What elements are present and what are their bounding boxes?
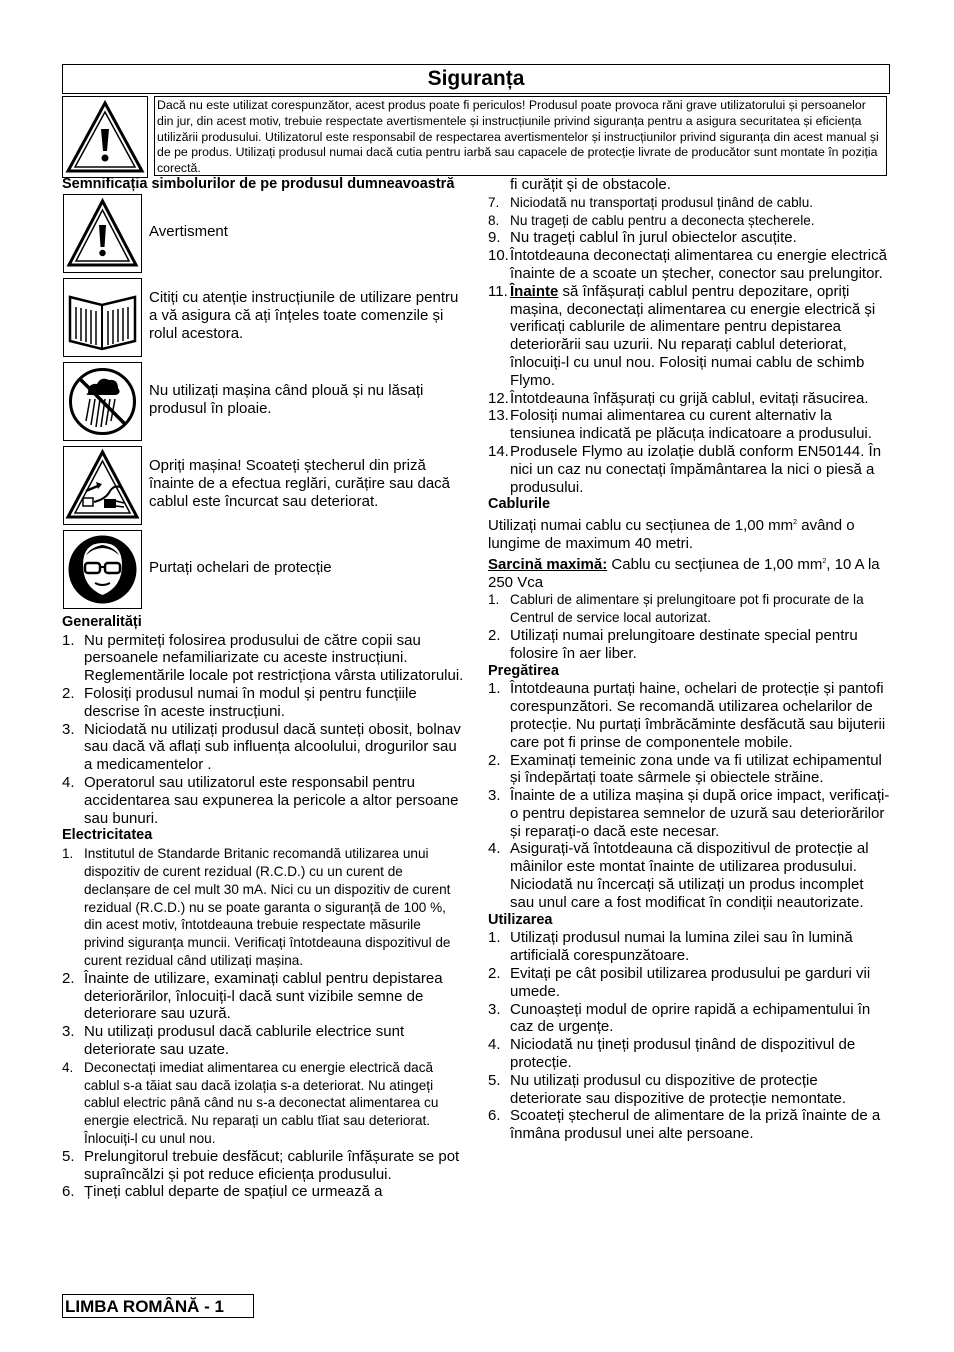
- list-item: 1. Cabluri de alimentare și prelungitoare pot fi procurate de la Centrul de service local autorizat.: [488, 592, 864, 626]
- list-item: 1. Institutul de Standarde Britanic recomandă utilizarea unui dispozitiv de curent rezidual (R.C.D.) cu un curent de declanșare de cel mult 30 mA. Nici cu un dispozitiv de curent rezidual (R.C.D.) nu se poate garanta o siguranță de 100 %, din acest motiv, întotdeauna trebuie respectate măsurile privind siguranța muncii. Verificați întotdeauna dispozitivul de curent rezidual când utilizați mașina.: [62, 846, 451, 968]
- safety-glasses-icon: [64, 531, 141, 608]
- warning-triangle-icon: [63, 97, 147, 177]
- symbol-row-warning: [62, 194, 464, 277]
- general-list: [62, 632, 464, 828]
- list-item: 8. Nu trageți de cablu pentru a deconecta ștecherele.: [488, 212, 815, 228]
- list-item: 2. Înainte de utilizare, examinați cablul pentru depistarea deteriorărilor, înlocuiți-l dacă sunt vizibile semne de deteriorare sau uzură.: [62, 969, 443, 1023]
- list-item: 14. Produsele Flymo au izolație dublă conform EN50144. În nici un caz nu conectați împământarea la nici o piesă a produsului.: [488, 442, 882, 496]
- symbols-heading: Semnificația simbolurilor de pe produsul dumneavoastră: [62, 176, 455, 192]
- list-item: 5. Prelungitorul trebuie desfăcut; cablurile înfășurate se pot supraîncălzi și pot reduce eficiența produsului.: [62, 1147, 460, 1183]
- unplug-warning-icon: [64, 447, 141, 524]
- electricity-list: [62, 845, 464, 1201]
- list-item: 3. Nu utilizați produsul dacă cablurile electrice sunt deteriorate sau uzate.: [62, 1023, 405, 1058]
- list-item: 13. Folosiți numai alimentarea cu curent alternativ la tensiunea indicată pe plăcuța indicatoare a produsului.: [488, 407, 872, 443]
- list-item: 1. Întotdeauna purtați haine, ochelari de protecție și pantofi corespunzători. Se recomandă utilizarea ochelarilor de protecție. Nu purtați îmbrăcăminte desfăcută sau bijuterii care pot fi prinse de componentele mobile.: [488, 680, 886, 751]
- warning-triangle-icon: [64, 195, 141, 272]
- list-item: 2. Evitați pe cât posibil utilizarea produsului pe garduri vii umede.: [488, 965, 871, 1000]
- preparation-list: [488, 680, 890, 911]
- list-item: 4. Deconectați imediat alimentarea cu energie electrică dacă cablul s-a tăiat sau dacă izolația s-a deteriorat. Nu atingeți cablul electric până când nu s-a deconectat alimentarea cu energie electrică. Nu reparați un cablu tĭiat sau deteriorat. Înlocuiți-l cu unul nou.: [62, 1059, 439, 1146]
- list-item: 7. Niciodată nu transportați produsul ținând de cablu.: [488, 194, 814, 210]
- list-item: 10. Întotdeauna deconectați alimentarea cu energie electrică înainte de a scoate un ștecher, conector sau prelungitor.: [488, 247, 887, 282]
- symbol-text: Citiți cu atenție instrucțiunile de utilizare pentru a vă asigura că ați înțeles toate comenzile și rolul acestora.: [149, 289, 459, 343]
- list-item: 6. Scoateți ștecherul de alimentare de la priză înainte de a înmâna produsul unei alte persoane.: [488, 1107, 881, 1143]
- symbol-row-unplug: [62, 446, 464, 529]
- symbol-row-manual: [62, 278, 464, 361]
- list-item: 6. Țineți cablul departe de spațiul ce urmează a: [62, 1183, 383, 1201]
- symbol-row-glasses: [62, 530, 464, 613]
- general-heading: Generalități: [62, 613, 142, 630]
- list-item: 3. Cunoașteți modul de oprire rapidă a echipamentului în caz de urgențe.: [488, 1000, 871, 1036]
- list-item: 3. Niciodată nu utilizați produsul dacă sunteți obosit, bolnav sau dacă vă aflați sub influența alcoolului, drogurilor sau a medicamentelor .: [62, 720, 461, 774]
- usage-list: [488, 929, 890, 1143]
- list-item: 4. Asigurați-vă întotdeauna că dispozitivul de protecție al mâinilor este montat înainte de utilizarea produsului. Niciodată nu încercați să utilizați un produs incomplet sau unul care a fost modificat în condiții neautorizate.: [488, 840, 869, 911]
- warning-banner: [62, 96, 890, 178]
- cables-max-load: Sarcină maximă: Cablu cu secțiunea de 1,00 $mm^2$, 10 A la 250 Vca: [488, 555, 880, 591]
- page-footer: LIMBA ROMÂNĂ - 1: [62, 1294, 254, 1318]
- electricity-list-cont: [488, 194, 890, 497]
- manual-book-icon: [64, 279, 141, 356]
- cables-list: [488, 591, 890, 662]
- list-item: 3. Înainte de a utiliza mașina și după orice impact, verificați-o pentru depistarea semnelor de uzură sau deteriorărilor și reparați-o dacă este necesar.: [488, 787, 890, 840]
- list-item: 2. Utilizați numai prelungitoare destinate special pentru folosire în aer liber.: [488, 626, 858, 662]
- list-item: 2. Examinați temeinic zona unde va fi utilizat echipamentul și îndepărtați toate sârmele și obiectele străine.: [488, 751, 882, 787]
- symbol-row-no-rain: [62, 362, 464, 445]
- list-item: 9. Nu trageți cablul în jurul obiectelor ascuțite.: [488, 229, 797, 247]
- cables-heading: Cablurile: [488, 496, 551, 513]
- list-item: 4. Operatorul sau utilizatorul este responsabil pentru accidentarea sau expunerea la pericole a altor persoane sau bunuri.: [62, 773, 459, 827]
- list-item: 5. Nu utilizați produsul cu dispozitive de protecție deteriorate sau dispozitive de protecție nemontate.: [488, 1071, 847, 1107]
- page-title: Siguranța: [62, 64, 890, 94]
- symbol-text: Avertisment: [149, 223, 228, 241]
- warning-text: Dacă nu este utilizat corespunzător, acest produs poate fi periculos! Produsul poate provoca răni grave utilizatorului și persoanelor din jur, din acest motiv, trebuie respectate avertismentele și instrucțiunile privind siguranța pentru a asigura securitatea și eficiența utilizării produsului. Utilizatorul este responsabil de respectarea avertismentelor și instrucțiunilor privind siguranța din acest manual și de pe produs. Utilizați produsul numai dacă cutia pentru iarbă sau capacele de protecție livrate de producător sunt montate în poziția corectă.: [154, 96, 887, 176]
- no-rain-icon: [64, 363, 141, 440]
- right-column: [488, 176, 890, 1143]
- preparation-heading: Pregătirea: [488, 662, 559, 679]
- item6-continuation: fi curățit și de obstacole.: [510, 176, 671, 193]
- usage-heading: Utilizarea: [488, 911, 553, 928]
- symbol-text: Opriți mașina! Scoateți ștecherul din priză înainte de a efectua reglări, curățire sau dacă cablul este încurcat sau deteriorat.: [149, 457, 451, 511]
- list-item: 2. Folosiți produsul numai în modul și pentru funcțiile descrise în aceste instrucțiuni.: [62, 684, 417, 720]
- list-item: 12. Întotdeauna înfășurați cu grijă cablul, evitați răsucirea.: [488, 389, 869, 407]
- electricity-heading: Electricitatea: [62, 827, 153, 844]
- symbol-text: Purtați ochelari de protecție: [149, 559, 332, 577]
- list-item: 1. Utilizați produsul numai la lumina zilei sau în lumină artificială corespunzătoare.: [488, 929, 853, 965]
- warning-banner-icon-box: [62, 96, 148, 178]
- list-item: 1. Nu permiteți folosirea produsului de către copii sau persoanele nefamiliarizate cu aceste instrucțiuni. Reglementările locale pot restricționa vârsta utilizatorului.: [62, 631, 464, 685]
- list-item: 11. Înainte să înfășurați cablul pentru depozitare, opriți mașina, deconectați alimentarea cu energie electrică și verificați cablurile de alimentare pentru depistarea deteriorării sau uzurii. Nu reparați cablul deteriorat, înlocuiți-l cu unul nou. Folosiți numai cablu de schimb Flymo.: [488, 282, 876, 389]
- left-column: [62, 176, 464, 1201]
- cables-text: Utilizați numai cablu cu secțiunea de 1,00 $mm^2$ având o lungime de maximum 40 metri.: [488, 517, 855, 552]
- symbol-text: Nu utilizați mașina când plouă și nu lăsați produsul în ploaie.: [149, 382, 424, 418]
- list-item: 4. Niciodată nu țineți produsul ținând de dispozitivul de protecție.: [488, 1036, 856, 1072]
